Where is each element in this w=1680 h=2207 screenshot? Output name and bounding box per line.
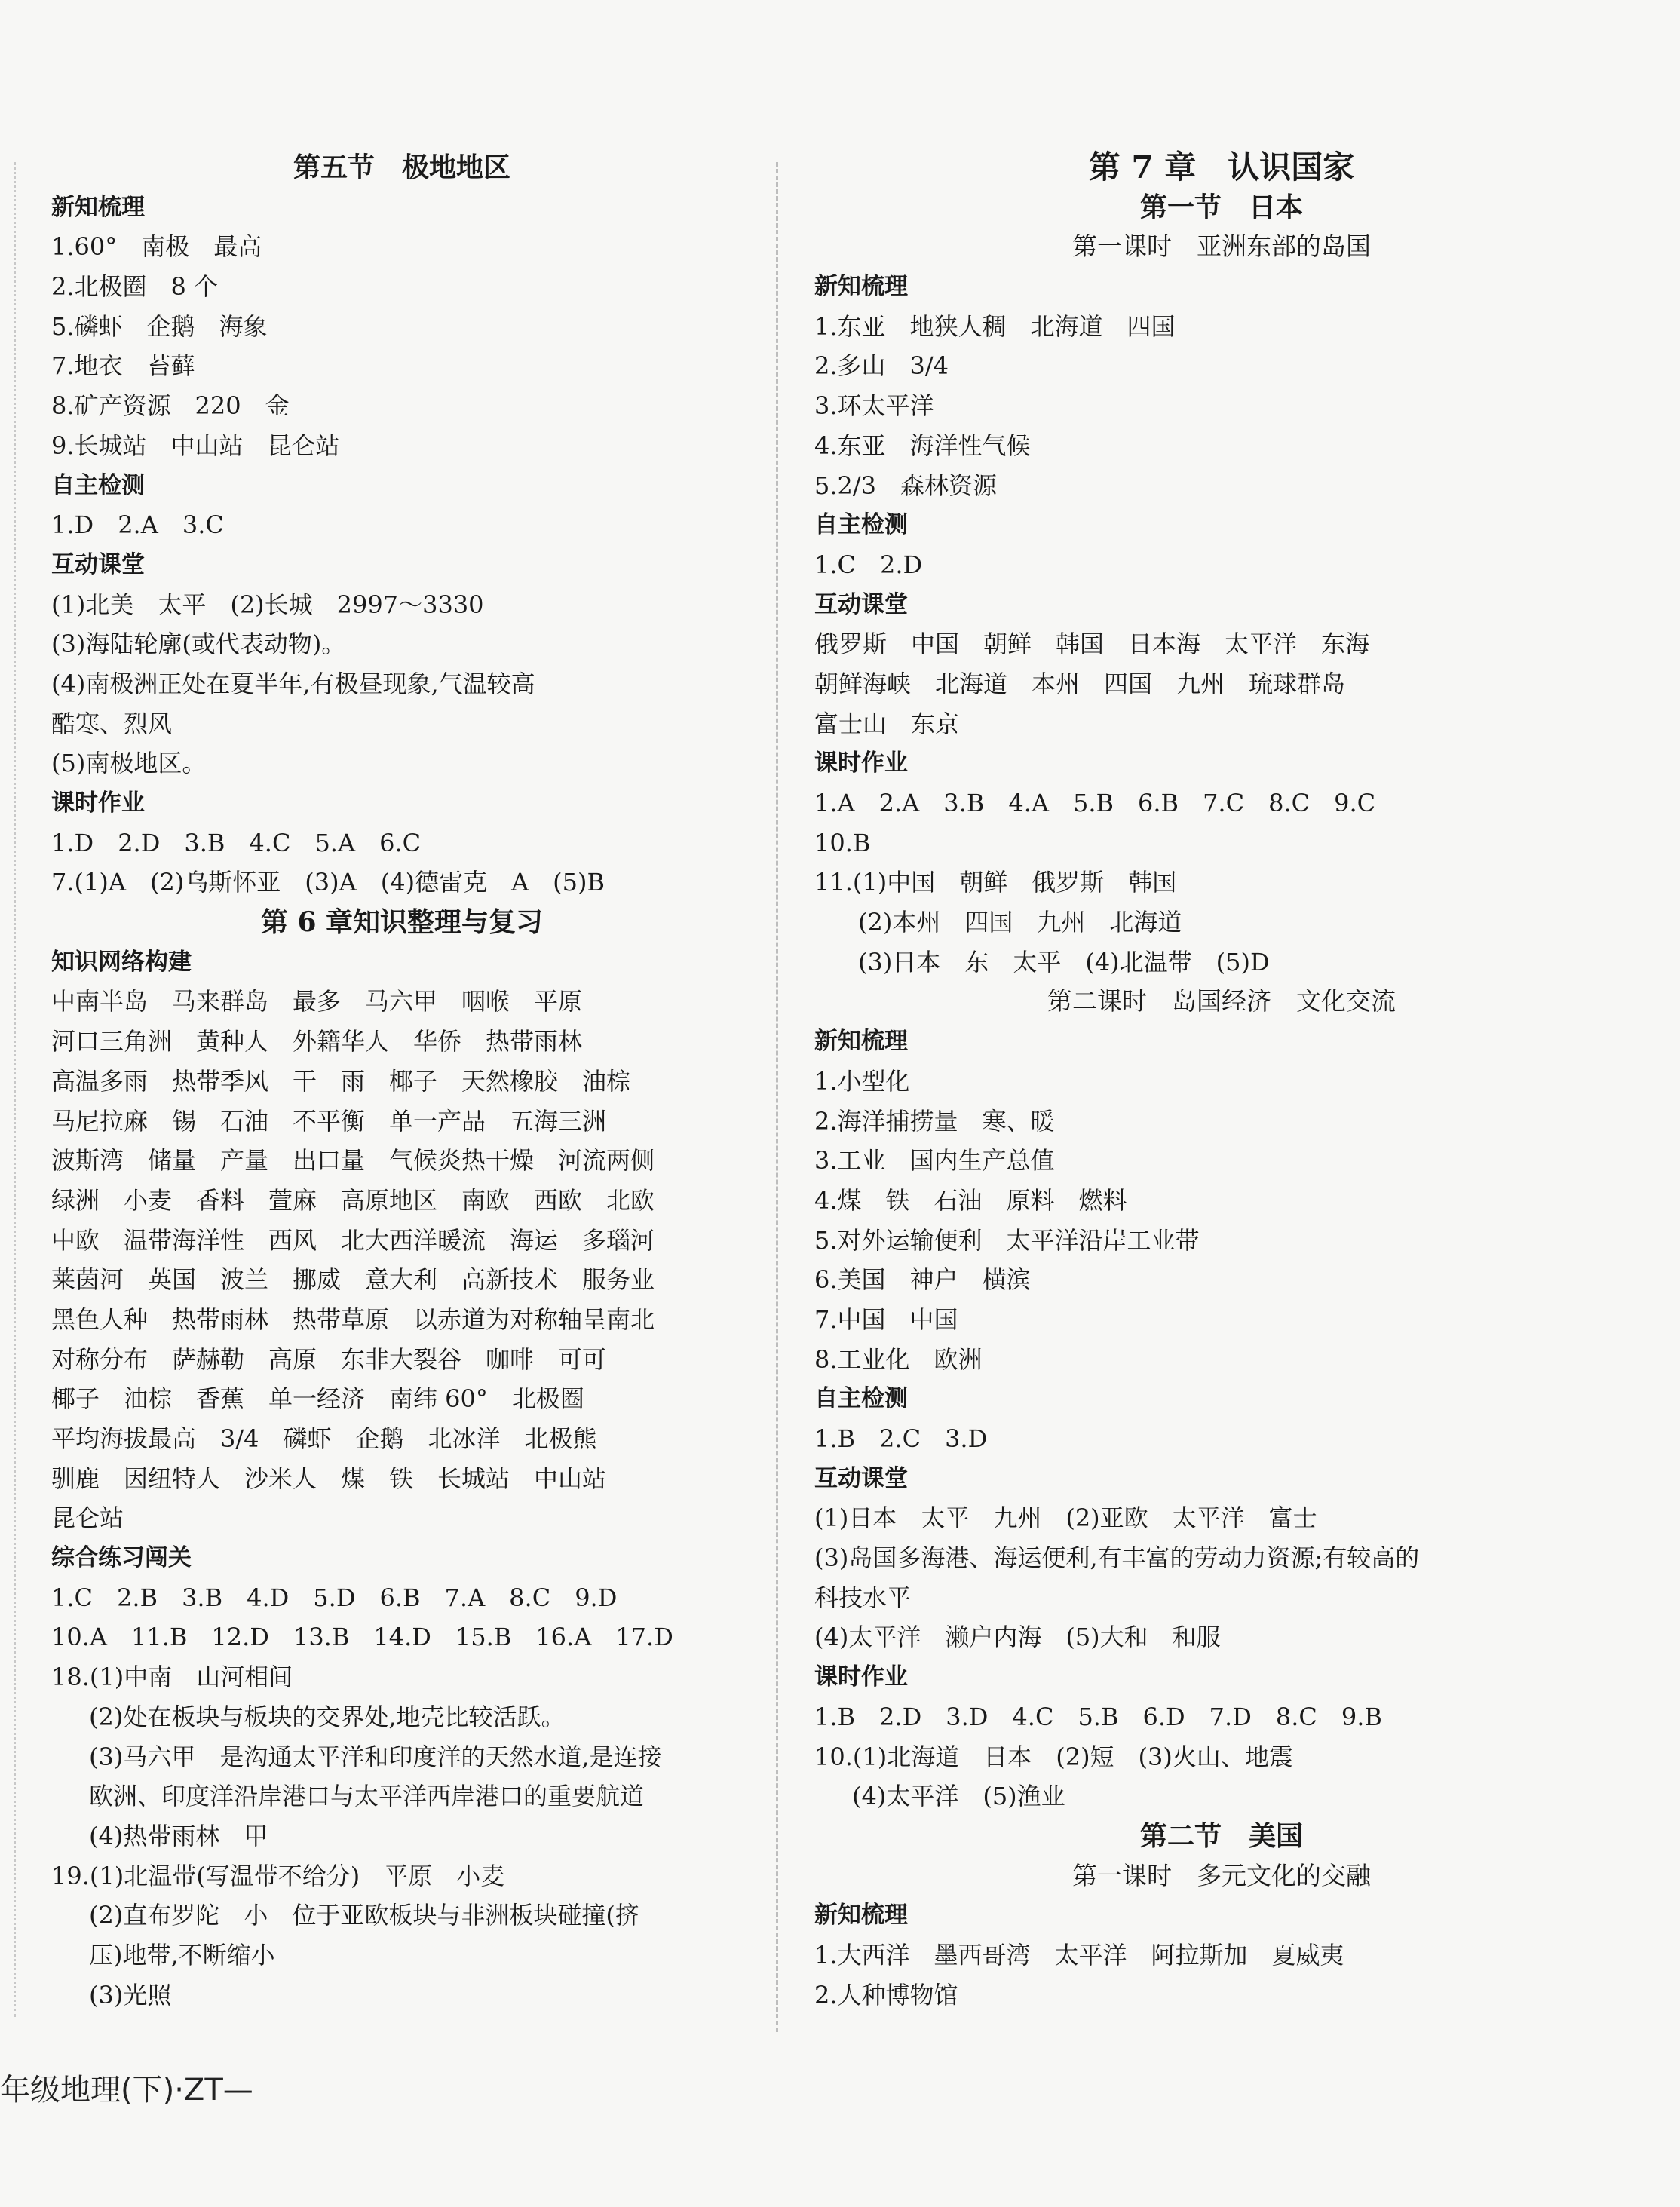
- answer-line: 1.B 2.D 3.D 4.C 5.B 6.D 7.D 8.C 9.B: [814, 1702, 1382, 1731]
- answer-line: (1)北美 太平 (2)长城 2997～3330: [51, 590, 484, 619]
- answer-line: 5.对外运输便利 太平洋沿岸工业带: [814, 1225, 1200, 1255]
- category-label: 课时作业: [814, 749, 908, 777]
- answer-line: 1.B 2.C 3.D: [814, 1424, 988, 1453]
- category-label: 课时作业: [51, 789, 145, 817]
- section-heading: 第二节 美国: [1139, 1819, 1303, 1852]
- answer-line: (4)南极洲正处在夏半年,有极昼现象,气温较高: [51, 669, 535, 698]
- lesson-subtitle: 第二课时 岛国经济 文化交流: [1047, 986, 1396, 1016]
- category-label: 新知梳理: [814, 1902, 908, 1930]
- answer-line: 4.东亚 海洋性气候: [814, 431, 1031, 460]
- category-label: 互动课堂: [814, 1464, 908, 1492]
- answer-line: (3)海陆轮廓(或代表动物)。: [51, 630, 346, 659]
- answer-line: 19.(1)北温带(写温带不给分) 平原 小麦: [51, 1861, 505, 1890]
- answer-line: 酷寒、烈风: [51, 709, 173, 738]
- answer-line: 绿洲 小麦 香料 萱麻 高原地区 南欧 西欧 北欧: [51, 1185, 655, 1215]
- answer-line: 驯鹿 因纽特人 沙米人 煤 铁 长城站 中山站: [51, 1464, 607, 1493]
- answer-line: 中南半岛 马来群岛 最多 马六甲 咽喉 平原: [51, 987, 583, 1016]
- answer-line: 高温多雨 热带季风 干 雨 椰子 天然橡胶 油棕: [51, 1066, 631, 1096]
- answer-line: 1.大西洋 墨西哥湾 太平洋 阿拉斯加 夏威夷: [814, 1940, 1344, 1969]
- answer-line: 9.长城站 中山站 昆仑站: [51, 431, 340, 460]
- section-heading: 第 6 章知识整理与复习: [260, 906, 544, 939]
- answer-line: (3)光照: [89, 1980, 172, 2009]
- answer-line: 昆仑站: [51, 1504, 124, 1533]
- left-edge-dashes: [14, 162, 16, 2017]
- answer-line: 马尼拉麻 锡 石油 不平衡 单一产品 五海三洲: [51, 1106, 607, 1136]
- answer-line: 18.(1)中南 山河相间: [51, 1663, 293, 1692]
- answer-line: 8.矿产资源 220 金: [51, 391, 290, 421]
- answer-line: 1.D 2.A 3.C: [51, 510, 224, 540]
- answer-line: (5)南极地区。: [51, 749, 207, 778]
- answer-line: (3)岛国多海港、海运便利,有丰富的劳动力资源;有较高的: [814, 1543, 1420, 1573]
- answer-line: 10.A 11.B 12.D 13.B 14.D 15.B 16.A 17.D: [51, 1623, 673, 1652]
- answer-line: 1.C 2.B 3.B 4.D 5.D 6.B 7.A 8.C 9.D: [51, 1583, 618, 1612]
- answer-line: 2.多山 3/4: [814, 351, 949, 381]
- page-footer: 年级地理(下)·ZT—: [0, 2073, 253, 2107]
- answer-line: 5.磷虾 企鹅 海象: [51, 311, 268, 341]
- answer-line: 压)地带,不断缩小: [89, 1940, 275, 1969]
- answer-line: 科技水平: [814, 1583, 912, 1612]
- lesson-subtitle: 第一课时 亚洲东部的岛国: [1072, 231, 1371, 262]
- answer-line: 2.北极圈 8 个: [51, 272, 219, 302]
- answer-line: 黑色人种 热带雨林 热带草原 以赤道为对称轴呈南北: [51, 1304, 655, 1334]
- answer-line: 4.煤 铁 石油 原料 燃料: [814, 1185, 1127, 1215]
- answer-line: (3)日本 东 太平 (4)北温带 (5)D: [858, 947, 1270, 976]
- answer-line: (1)日本 太平 九州 (2)亚欧 太平洋 富士: [814, 1504, 1317, 1533]
- category-label: 自主检测: [814, 511, 908, 539]
- category-label: 互动课堂: [814, 590, 908, 618]
- answer-line: 富士山 东京: [814, 709, 960, 738]
- answer-line: 波斯湾 储量 产量 出口量 气候炎热干燥 河流两侧: [51, 1146, 655, 1176]
- answer-line: 2.人种博物馆: [814, 1980, 958, 2009]
- answer-line: 1.东亚 地狭人稠 北海道 四国: [814, 311, 1176, 341]
- answer-line: 莱茵河 英国 波兰 挪威 意大利 高新技术 服务业: [51, 1265, 655, 1295]
- answer-line: 1.A 2.A 3.B 4.A 5.B 6.B 7.C 8.C 9.C: [814, 789, 1376, 817]
- answer-line: 6.美国 神户 横滨: [814, 1265, 1031, 1295]
- answer-line: 8.工业化 欧洲: [814, 1344, 983, 1374]
- answer-line: 11.(1)中国 朝鲜 俄罗斯 韩国: [814, 868, 1177, 897]
- section-heading: 第五节 极地地区: [293, 152, 510, 183]
- answer-line: 7.(1)A (2)乌斯怀亚 (3)A (4)德雷克 A (5)B: [51, 868, 605, 897]
- right-column: [814, 148, 1629, 2015]
- answer-line: 朝鲜海峡 北海道 本州 四国 九州 琉球群岛: [814, 669, 1346, 698]
- answer-line: (4)热带雨林 甲: [89, 1821, 268, 1850]
- category-label: 新知梳理: [814, 273, 908, 301]
- left-column: [51, 148, 753, 2015]
- answer-line: 欧洲、印度洋沿岸港口与太平洋西岸港口的重要航道: [89, 1782, 645, 1811]
- category-label: 新知梳理: [51, 193, 145, 221]
- answer-line: (2)直布罗陀 小 位于亚欧板块与非洲板块碰撞(挤: [89, 1901, 639, 1930]
- answer-line: (2)本州 四国 九州 北海道: [858, 908, 1182, 937]
- answer-line: (4)太平洋 (5)渔业: [852, 1782, 1065, 1811]
- answer-line: 俄罗斯 中国 朝鲜 韩国 日本海 太平洋 东海: [814, 630, 1370, 659]
- answer-line: 对称分布 萨赫勒 高原 东非大裂谷 咖啡 可可: [51, 1344, 607, 1374]
- answer-line: 7.中国 中国: [814, 1304, 958, 1334]
- category-label: 自主检测: [814, 1385, 908, 1413]
- answer-line: 5.2/3 森林资源: [814, 471, 998, 500]
- answer-line: 1.C 2.D: [814, 550, 923, 579]
- answer-line: (3)马六甲 是沟通太平洋和印度洋的天然水道,是连接: [89, 1742, 662, 1771]
- answer-line: 10.(1)北海道 日本 (2)短 (3)火山、地震: [814, 1742, 1293, 1771]
- answer-line: 3.工业 国内生产总值: [814, 1146, 1055, 1176]
- answer-line: 7.地衣 苔藓: [51, 351, 195, 381]
- category-label: 综合练习闯关: [51, 1544, 192, 1572]
- answer-line: 1.小型化: [814, 1066, 910, 1096]
- column-divider: [776, 162, 778, 2032]
- category-label: 新知梳理: [814, 1028, 908, 1056]
- category-label: 自主检测: [51, 471, 145, 499]
- answer-line: 10.B: [814, 828, 871, 857]
- answer-line: (2)处在板块与板块的交界处,地壳比较活跃。: [89, 1702, 566, 1731]
- category-label: 互动课堂: [51, 550, 145, 578]
- answer-line: 1.60° 南极 最高: [51, 232, 262, 262]
- category-label: 知识网络构建: [51, 948, 192, 976]
- answer-line: 河口三角洲 黄种人 外籍华人 华侨 热带雨林: [51, 1027, 583, 1056]
- category-label: 课时作业: [814, 1663, 908, 1691]
- lesson-subtitle: 第一课时 多元文化的交融: [1072, 1860, 1371, 1890]
- chapter-heading: 第 7 章 认识国家: [1088, 149, 1355, 185]
- answer-line: (4)太平洋 濑户内海 (5)大和 和服: [814, 1623, 1221, 1652]
- answer-line: 平均海拔最高 3/4 磷虾 企鹅 北冰洋 北极熊: [51, 1424, 597, 1453]
- answer-line: 1.D 2.D 3.B 4.C 5.A 6.C: [51, 828, 422, 857]
- section-heading: 第一节 日本: [1139, 191, 1303, 223]
- answer-line: 中欧 温带海洋性 西风 北大西洋暖流 海运 多瑙河: [51, 1225, 655, 1255]
- answer-line: 椰子 油棕 香蕉 单一经济 南纬 60° 北极圈: [51, 1384, 584, 1414]
- answer-line: 2.海洋捕捞量 寒、暖: [814, 1106, 1055, 1136]
- answer-line: 3.环太平洋: [814, 391, 934, 421]
